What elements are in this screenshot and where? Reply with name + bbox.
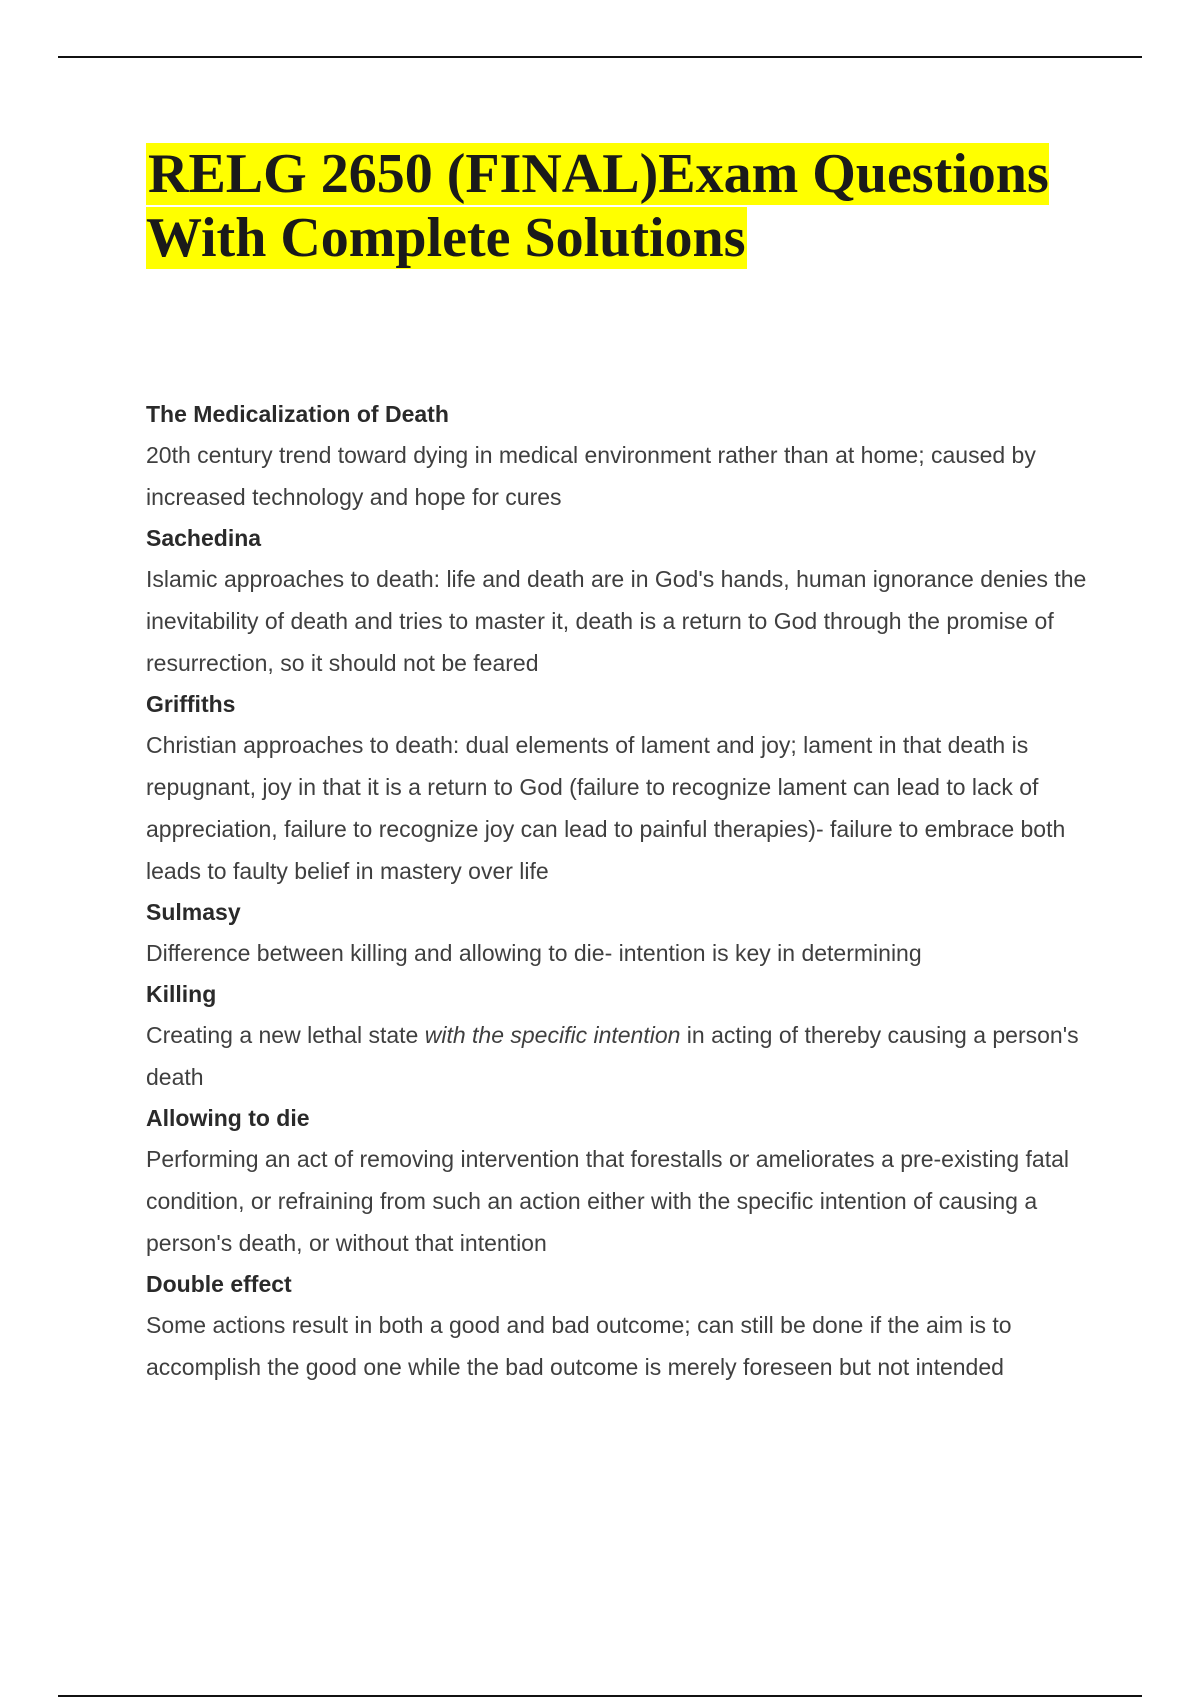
- entry-sachedina: [146, 518, 1096, 684]
- term-label: Allowing to die: [146, 1105, 310, 1131]
- term-label: Sachedina: [146, 525, 262, 551]
- definition-emphasis: with the specific intention: [424, 1022, 681, 1048]
- entry-double-effect: [146, 1264, 1096, 1388]
- page-title: [146, 142, 1076, 270]
- term-label: Double effect: [146, 1271, 292, 1297]
- term-label: Griffiths: [146, 691, 236, 717]
- bottom-rule: [58, 1695, 1142, 1697]
- definition-text: [146, 1014, 1096, 1098]
- definition-text: Christian approaches to death: dual elements of lament and joy; lament in that death is repugnant, joy in that it is a return to God (failure to recognize lament can lead to lack of appreciation, failure to recognize joy can lead to painful therapies)- failure to embrace both leads to faulty belief in mastery over life: [146, 732, 1066, 884]
- qa-list: [146, 394, 1096, 1388]
- definition-text-end: in acting of thereby causing a person's death: [146, 1022, 1079, 1090]
- definition-text: Islamic approaches to death: life and death are in God's hands, human ignorance denies the inevitability of death and tries to master it, death is a return to God through the promise of resurrection, so it should not be feared: [146, 566, 1087, 676]
- term-label: Killing: [146, 981, 217, 1007]
- entry-medicalization: [146, 394, 1096, 518]
- entry-griffiths: [146, 684, 1096, 892]
- definition-text-start: Creating a new lethal state: [146, 1022, 425, 1048]
- definition-text: Some actions result in both a good and bad outcome; can still be done if the aim is to accomplish the good one while the bad outcome is merely foreseen but not intended: [146, 1312, 1012, 1380]
- definition-text: Difference between killing and allowing to die- intention is key in determining: [146, 940, 922, 966]
- title-highlight: RELG 2650 (FINAL)Exam Questions With Complete Solutions: [146, 143, 1049, 269]
- entry-sulmasy: [146, 892, 1096, 974]
- term-label: The Medicalization of Death: [146, 401, 449, 427]
- top-rule: [58, 56, 1142, 58]
- term-label: Sulmasy: [146, 899, 241, 925]
- definition-text: Performing an act of removing intervention that forestalls or ameliorates a pre-existing fatal condition, or refraining from such an action either with the specific intention of causing a person's death, or without that intention: [146, 1146, 1069, 1256]
- entry-allowing-to-die: [146, 1098, 1096, 1264]
- definition-text: 20th century trend toward dying in medical environment rather than at home; caused by increased technology and hope for cures: [146, 442, 1036, 510]
- entry-killing: [146, 974, 1096, 1098]
